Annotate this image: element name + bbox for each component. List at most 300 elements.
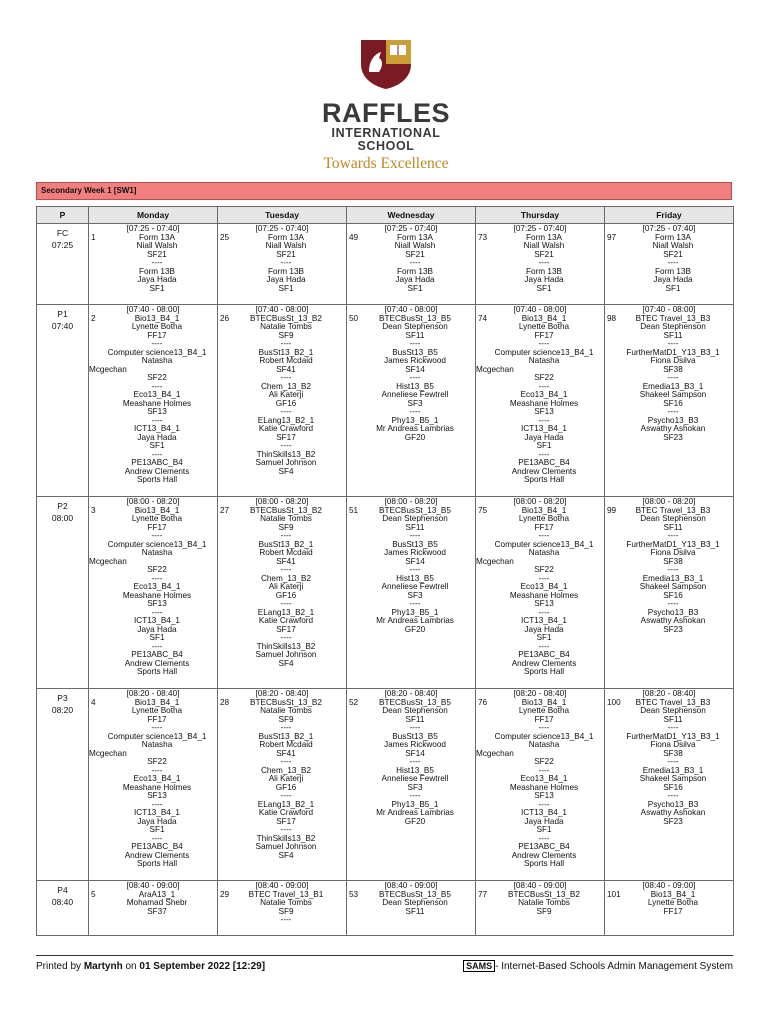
system-name: - Internet-Based Schools Admin Management System — [495, 961, 733, 972]
lesson-time: [07:40 - 08:00] — [642, 305, 696, 314]
lesson-line: ---- — [151, 449, 163, 459]
lesson-time: [07:40 - 08:00] — [513, 305, 567, 314]
lesson-cell — [605, 689, 734, 881]
lesson-line: SF13 — [534, 791, 554, 800]
lesson-line: Samuel Johnson — [255, 650, 317, 659]
lesson-line: Chem_13_B2 — [260, 765, 312, 775]
footer-divider — [36, 955, 733, 956]
lesson-time: [08:00 - 08:20] — [642, 497, 696, 506]
lesson-line: Lynette Botha — [518, 322, 570, 331]
lesson-line: SF23 — [663, 624, 683, 634]
lesson-line: Andrew Clements — [124, 850, 190, 860]
period-code: P1 — [57, 309, 68, 319]
lesson-line: Robert Mcdaid — [259, 356, 313, 365]
lesson-line: ---- — [409, 258, 421, 267]
lesson-line: Form 13A — [139, 232, 175, 242]
lesson-line: SF4 — [278, 658, 294, 668]
lesson-line: Samuel Johnson — [255, 458, 317, 467]
lesson-line: SF22 — [534, 565, 554, 574]
lesson-line: ---- — [409, 339, 421, 348]
lesson-cell — [89, 881, 218, 936]
lesson-line: Natalie Tombs — [260, 514, 312, 523]
lesson-line: Natalie Tombs — [260, 322, 312, 331]
lesson-line: SF9 — [278, 714, 294, 724]
lesson-number: 27 — [220, 506, 230, 515]
lesson-cell — [476, 689, 605, 881]
lesson-line: BusSt13_B2_1 — [258, 731, 314, 741]
lesson-line: SF11 — [663, 330, 683, 340]
lesson-line: Ali Katerji — [268, 774, 304, 783]
lesson-line: Mcgechan — [476, 364, 514, 374]
lesson-line: ---- — [409, 791, 421, 800]
lesson-line: Niall Walsh — [652, 241, 694, 250]
lesson-number: 52 — [349, 698, 359, 707]
lesson-line: ---- — [538, 799, 550, 809]
lesson-line: SF21 — [534, 249, 554, 259]
lesson-line: SF14 — [405, 556, 425, 566]
lesson-line: Dean Stephenson — [382, 898, 448, 907]
lesson-cell — [347, 497, 476, 689]
lesson-number: 29 — [220, 890, 230, 899]
lesson-line: GF20 — [404, 432, 426, 442]
lesson-line: Eco13_B4_1 — [520, 582, 568, 591]
lesson-line: SF14 — [405, 364, 425, 374]
lesson-line: ---- — [280, 825, 292, 834]
lesson-line: SF13 — [147, 599, 167, 608]
lesson-number: 51 — [349, 506, 359, 515]
lesson-line: ---- — [667, 791, 679, 800]
lesson-line: Natalie Tombs — [518, 898, 570, 907]
timetable-body — [37, 224, 734, 936]
lesson-line: ---- — [151, 415, 163, 425]
lesson-line: Jaya Hada — [137, 816, 177, 826]
lesson-time: [07:25 - 07:40] — [255, 224, 309, 233]
lesson-line: SF11 — [663, 714, 683, 724]
lesson-line: FF17 — [663, 906, 683, 916]
lesson-line: Form 13A — [655, 232, 691, 242]
lesson-time: [07:40 - 08:00] — [126, 305, 180, 314]
lesson-line: Jaya Hada — [524, 624, 564, 634]
lesson-line: SF13 — [147, 407, 167, 416]
lesson-line: Computer science13_B4_1 — [107, 731, 207, 741]
lesson-line: ---- — [667, 373, 679, 382]
lesson-line: ---- — [538, 833, 550, 843]
lesson-line: SF22 — [147, 565, 167, 574]
lesson-line: ---- — [538, 641, 550, 651]
lesson-line: Hist13_B5 — [396, 765, 434, 775]
lesson-line: Andrew Clements — [511, 466, 577, 476]
lesson-number: 73 — [478, 233, 488, 242]
lesson-line: BTECBusSt_13_B2 — [250, 505, 322, 515]
lesson-line: ---- — [151, 258, 163, 267]
logo-line1: INTERNATIONAL — [331, 126, 441, 140]
lesson-line: ELang13_B2_1 — [257, 607, 315, 617]
lesson-cell — [218, 497, 347, 689]
lesson-line: PE13ABC_B4 — [131, 458, 183, 467]
lesson-line: Robert Mcdaid — [259, 740, 313, 749]
lesson-line: SF23 — [663, 816, 683, 826]
lesson-line: ---- — [151, 723, 163, 732]
lesson-line: Fiona Dsilva — [650, 356, 696, 365]
lesson-line: Katie Crawford — [258, 424, 314, 433]
period-cell — [37, 305, 89, 497]
lesson-line: SF1 — [149, 283, 165, 293]
lesson-line: ---- — [151, 531, 163, 540]
lesson-time: [08:40 - 09:00] — [384, 881, 438, 890]
lesson-line: Eco13_B4_1 — [520, 390, 568, 399]
lesson-line: Natasha — [528, 356, 560, 365]
lesson-time: [07:25 - 07:40] — [642, 224, 696, 233]
lesson-time: [08:40 - 09:00] — [126, 881, 180, 890]
lesson-line: Phy13_B5_1 — [391, 607, 439, 617]
printed-by-user: Martynh — [83, 961, 123, 972]
lesson-line: Mcgechan — [89, 748, 127, 758]
lesson-line: ELang13_B2_1 — [257, 799, 315, 809]
lesson-line: ---- — [538, 258, 550, 267]
lesson-line: AraA13_1 — [138, 889, 176, 899]
lesson-line: ---- — [151, 799, 163, 809]
lesson-line: Ali Katerji — [268, 582, 304, 591]
lesson-cell — [347, 305, 476, 497]
lesson-line: ---- — [151, 573, 163, 583]
lesson-line: Form 13B — [397, 266, 433, 276]
period-cell — [37, 881, 89, 936]
lesson-line: FF17 — [534, 330, 554, 340]
lesson-line: ---- — [280, 407, 292, 416]
period-start-time: 08:00 — [51, 513, 74, 523]
lesson-line: BTEC Travel_13_B1 — [248, 889, 324, 899]
lesson-line: ---- — [280, 565, 292, 574]
lesson-line: Aswathy Ashokan — [640, 616, 706, 625]
lesson-line: ---- — [538, 531, 550, 540]
period-start-time: 07:40 — [51, 321, 74, 331]
lesson-line: ---- — [280, 441, 292, 450]
lesson-line: SF13 — [534, 407, 554, 416]
lesson-cell — [605, 305, 734, 497]
school-logo — [312, 38, 460, 178]
lesson-line: Meashane Holmes — [509, 782, 579, 792]
lesson-number: 2 — [91, 314, 96, 323]
lesson-line: SF22 — [534, 757, 554, 766]
lesson-number: 50 — [349, 314, 359, 323]
lesson-line: Meashane Holmes — [122, 782, 192, 792]
lesson-time: [08:40 - 09:00] — [255, 881, 309, 890]
lesson-line: ---- — [409, 407, 421, 416]
lesson-line: Mr Andreas Lambrias — [376, 424, 454, 433]
lesson-line: Bio13_B4_1 — [650, 889, 696, 899]
lesson-line: BusSt13_B5 — [392, 731, 438, 741]
lesson-line: Chem_13_B2 — [260, 381, 312, 391]
lesson-line: Aswathy Ashokan — [640, 424, 706, 433]
lesson-line: BTECBusSt_13_B2 — [250, 697, 322, 707]
lesson-line: Katie Crawford — [258, 616, 314, 625]
lesson-line: Mcgechan — [89, 364, 127, 374]
period-cell — [37, 497, 89, 689]
lesson-line: Ali Katerji — [268, 390, 304, 399]
lesson-number: 99 — [607, 506, 617, 515]
lesson-line: Katie Crawford — [258, 808, 314, 817]
lesson-number: 1 — [91, 233, 96, 242]
lesson-line: ---- — [409, 599, 421, 608]
logo-motto: Towards Excellence — [323, 155, 449, 172]
lesson-time: [08:20 - 08:40] — [642, 689, 696, 698]
lesson-line: PE13ABC_B4 — [131, 842, 183, 851]
lesson-line: Psycho13_B3 — [647, 607, 699, 617]
on-label: on — [125, 961, 137, 972]
lesson-time: [08:20 - 08:40] — [384, 689, 438, 698]
lesson-line: Andrew Clements — [511, 850, 577, 860]
lesson-line: ICT13_B4_1 — [134, 808, 180, 817]
lesson-line: Lynette Botha — [518, 514, 570, 523]
lesson-time: [07:40 - 08:00] — [384, 305, 438, 314]
lesson-line: SF38 — [663, 748, 683, 758]
lesson-line: PE13ABC_B4 — [518, 458, 570, 467]
lesson-line: Phy13_B5_1 — [391, 799, 439, 809]
lesson-line: Form 13B — [526, 266, 562, 276]
lesson-number: 76 — [478, 698, 488, 707]
period-row — [37, 881, 734, 936]
lesson-line: ThinSkills13_B2 — [256, 833, 316, 843]
lesson-time: [07:25 - 07:40] — [513, 224, 567, 233]
lesson-time: [08:00 - 08:20] — [255, 497, 309, 506]
lesson-line: Lynette Botha — [647, 898, 699, 907]
lesson-line: BusSt13_B2_1 — [258, 347, 314, 357]
lesson-line: Niall Walsh — [523, 241, 565, 250]
lesson-time: [08:00 - 08:20] — [126, 497, 180, 506]
sams-logo: SAMS — [463, 960, 495, 972]
lesson-line: Shakeel Sampson — [639, 774, 707, 783]
lesson-line: Form 13A — [526, 232, 562, 242]
lesson-line: Samuel Johnson — [255, 842, 317, 851]
lesson-line: Niall Walsh — [265, 241, 307, 250]
lesson-line: Natasha — [528, 548, 560, 557]
lesson-line: Natalie Tombs — [260, 898, 312, 907]
lesson-cell — [347, 689, 476, 881]
lesson-time: [08:40 - 09:00] — [513, 881, 567, 890]
lesson-line: BTECBusSt_13_B5 — [379, 889, 451, 899]
lesson-line: ---- — [280, 599, 292, 608]
lesson-line: Jaya Hada — [524, 275, 564, 284]
lesson-line: FurtherMatD1_Y13_B3_1 — [626, 347, 720, 357]
header-friday: Friday — [605, 207, 734, 224]
lesson-cell — [89, 224, 218, 305]
lesson-line: ---- — [667, 258, 679, 267]
lesson-line: ICT13_B4_1 — [521, 424, 567, 433]
lesson-line: ---- — [409, 531, 421, 540]
lesson-cell — [218, 224, 347, 305]
lesson-line: Lynette Botha — [131, 706, 183, 715]
lesson-line: ---- — [538, 723, 550, 732]
lesson-line: ---- — [538, 415, 550, 425]
lesson-line: Bio13_B4_1 — [521, 697, 567, 707]
lesson-line: Andrew Clements — [124, 466, 190, 476]
lesson-line: Eco13_B4_1 — [133, 582, 181, 591]
lesson-line: Natasha — [141, 740, 173, 749]
lesson-line: SF1 — [536, 283, 552, 293]
lesson-line: Bio13_B4_1 — [134, 505, 180, 515]
header-tuesday: Tuesday — [218, 207, 347, 224]
lesson-line: Jaya Hada — [137, 624, 177, 634]
lesson-line: Computer science13_B4_1 — [107, 539, 207, 549]
lesson-line: Niall Walsh — [394, 241, 436, 250]
lesson-line: ICT13_B4_1 — [134, 424, 180, 433]
lesson-number: 4 — [91, 698, 96, 707]
lesson-line: Shakeel Sampson — [639, 390, 707, 399]
lesson-line: Sports Hall — [136, 859, 178, 868]
period-start-time: 07:25 — [51, 240, 74, 250]
period-cell — [37, 689, 89, 881]
lesson-line: SF3 — [407, 590, 423, 600]
lesson-line: ---- — [280, 791, 292, 800]
footer-printed-info — [36, 961, 265, 972]
lesson-line: ICT13_B4_1 — [521, 616, 567, 625]
lesson-line: SF3 — [407, 782, 423, 792]
lesson-line: SF11 — [405, 522, 425, 532]
lesson-line: Niall Walsh — [136, 241, 178, 250]
lesson-line: Dean Stephenson — [382, 514, 448, 523]
lesson-number: 28 — [220, 698, 230, 707]
lesson-line: Mcgechan — [476, 748, 514, 758]
header-period: P — [37, 207, 89, 224]
lesson-line: ---- — [667, 599, 679, 608]
printed-by-label: Printed by — [36, 961, 82, 972]
lesson-line: Jaya Hada — [524, 432, 564, 442]
lesson-line: Natalie Tombs — [260, 706, 312, 715]
printed-datetime: 01 September 2022 [12:29] — [139, 961, 266, 972]
school-crest-icon — [359, 38, 413, 90]
lesson-cell — [347, 224, 476, 305]
lesson-line: Form 13A — [397, 232, 433, 242]
lesson-line: SF1 — [278, 283, 294, 293]
lesson-line: Chem_13_B2 — [260, 573, 312, 583]
lesson-number: 75 — [478, 506, 488, 515]
lesson-line: Dean Stephenson — [382, 706, 448, 715]
lesson-line: FurtherMatD1_Y13_B3_1 — [626, 731, 720, 741]
lesson-number: 5 — [91, 890, 96, 899]
lesson-cell — [89, 305, 218, 497]
lesson-line: SF9 — [536, 906, 552, 916]
lesson-line: ---- — [538, 381, 550, 391]
lesson-line: Dean Stephenson — [382, 322, 448, 331]
lesson-cell — [476, 497, 605, 689]
lesson-line: Jaya Hada — [395, 275, 435, 284]
lesson-line: Mcgechan — [89, 556, 127, 566]
lesson-cell — [476, 305, 605, 497]
lesson-number: 100 — [607, 698, 621, 707]
lesson-line: Mcgechan — [476, 556, 514, 566]
lesson-line: Fiona Dsilva — [650, 740, 696, 749]
lesson-line: ---- — [280, 915, 292, 924]
period-code: FC — [56, 228, 69, 238]
lesson-line: SF9 — [278, 522, 294, 532]
lesson-time: [07:25 - 07:40] — [126, 224, 180, 233]
lesson-line: Computer science13_B4_1 — [494, 347, 594, 357]
lesson-line: PE13ABC_B4 — [518, 842, 570, 851]
lesson-line: Dean Stephenson — [640, 706, 706, 715]
lesson-line: James Rickwood — [384, 356, 446, 365]
lesson-cell — [89, 497, 218, 689]
lesson-line: ICT13_B4_1 — [521, 808, 567, 817]
lesson-line: ---- — [538, 573, 550, 583]
lesson-line: Bio13_B4_1 — [521, 313, 567, 323]
lesson-line: Computer science13_B4_1 — [494, 731, 594, 741]
lesson-line: FF17 — [147, 330, 167, 340]
lesson-line: Emedia13_B3_1 — [642, 573, 704, 583]
lesson-number: 26 — [220, 314, 230, 323]
period-start-time: 08:40 — [51, 897, 74, 907]
lesson-line: Aswathy Ashokan — [640, 808, 706, 817]
week-title-bar: Secondary Week 1 [SW1] — [36, 182, 732, 200]
lesson-time: [08:20 - 08:40] — [126, 689, 180, 698]
lesson-cell — [605, 497, 734, 689]
lesson-line: SF11 — [663, 522, 683, 532]
lesson-cell — [605, 224, 734, 305]
lesson-line: FurtherMatD1_Y13_B3_1 — [626, 539, 720, 549]
lesson-line: Mohamad Shebr — [126, 898, 188, 907]
logo-line2: SCHOOL — [357, 139, 415, 153]
lesson-line: ---- — [667, 723, 679, 732]
lesson-line: Dean Stephenson — [640, 322, 706, 331]
lesson-line: SF11 — [405, 906, 425, 916]
lesson-line: BTECBusSt_13_B2 — [508, 889, 580, 899]
lesson-line: ---- — [538, 765, 550, 775]
lesson-line: SF22 — [147, 757, 167, 766]
lesson-line: Form 13A — [268, 232, 304, 242]
period-code: P3 — [57, 693, 68, 703]
lesson-line: PE13ABC_B4 — [518, 650, 570, 659]
lesson-line: Lynette Botha — [131, 514, 183, 523]
lesson-line: SF14 — [405, 748, 425, 758]
lesson-time: [08:20 - 08:40] — [255, 689, 309, 698]
lesson-line: Form 13B — [268, 266, 304, 276]
lesson-line: ---- — [667, 339, 679, 348]
lesson-line: SF41 — [276, 364, 296, 374]
lesson-line: ---- — [538, 607, 550, 617]
lesson-line: Psycho13_B3 — [647, 799, 699, 809]
lesson-number: 3 — [91, 506, 96, 515]
lesson-line: ---- — [151, 833, 163, 843]
lesson-line: Anneliese Fewtrell — [381, 390, 449, 399]
lesson-number: 77 — [478, 890, 488, 899]
lesson-line: SF37 — [147, 906, 167, 916]
lesson-line: BTECBusSt_13_B2 — [250, 313, 322, 323]
lesson-number: 97 — [607, 233, 617, 242]
lesson-line: BTECBusSt_13_B5 — [379, 505, 451, 515]
lesson-line: Robert Mcdaid — [259, 548, 313, 557]
lesson-line: Jaya Hada — [266, 275, 306, 284]
lesson-line: Natasha — [141, 548, 173, 557]
lesson-line: SF1 — [149, 441, 165, 450]
lesson-number: 53 — [349, 890, 359, 899]
lesson-line: Mr Andreas Lambrias — [376, 808, 454, 817]
lesson-line: ---- — [280, 373, 292, 382]
lesson-line: ---- — [280, 339, 292, 348]
lesson-line: SF13 — [534, 599, 554, 608]
lesson-line: Form 13B — [139, 266, 175, 276]
lesson-line: BTEC Travel_13_B3 — [635, 505, 711, 515]
lesson-line: SF4 — [278, 466, 294, 476]
lesson-line: Meashane Holmes — [122, 590, 192, 600]
lesson-line: SF17 — [276, 432, 296, 442]
period-row — [37, 497, 734, 689]
lesson-line: SF13 — [147, 791, 167, 800]
lesson-line: ---- — [151, 765, 163, 775]
lesson-line: SF21 — [663, 249, 683, 259]
logo-name: RAFFLES — [322, 98, 450, 128]
lesson-line: SF1 — [536, 633, 552, 642]
lesson-line: BTEC Travel_13_B3 — [635, 313, 711, 323]
timetable-header-row — [37, 207, 734, 224]
